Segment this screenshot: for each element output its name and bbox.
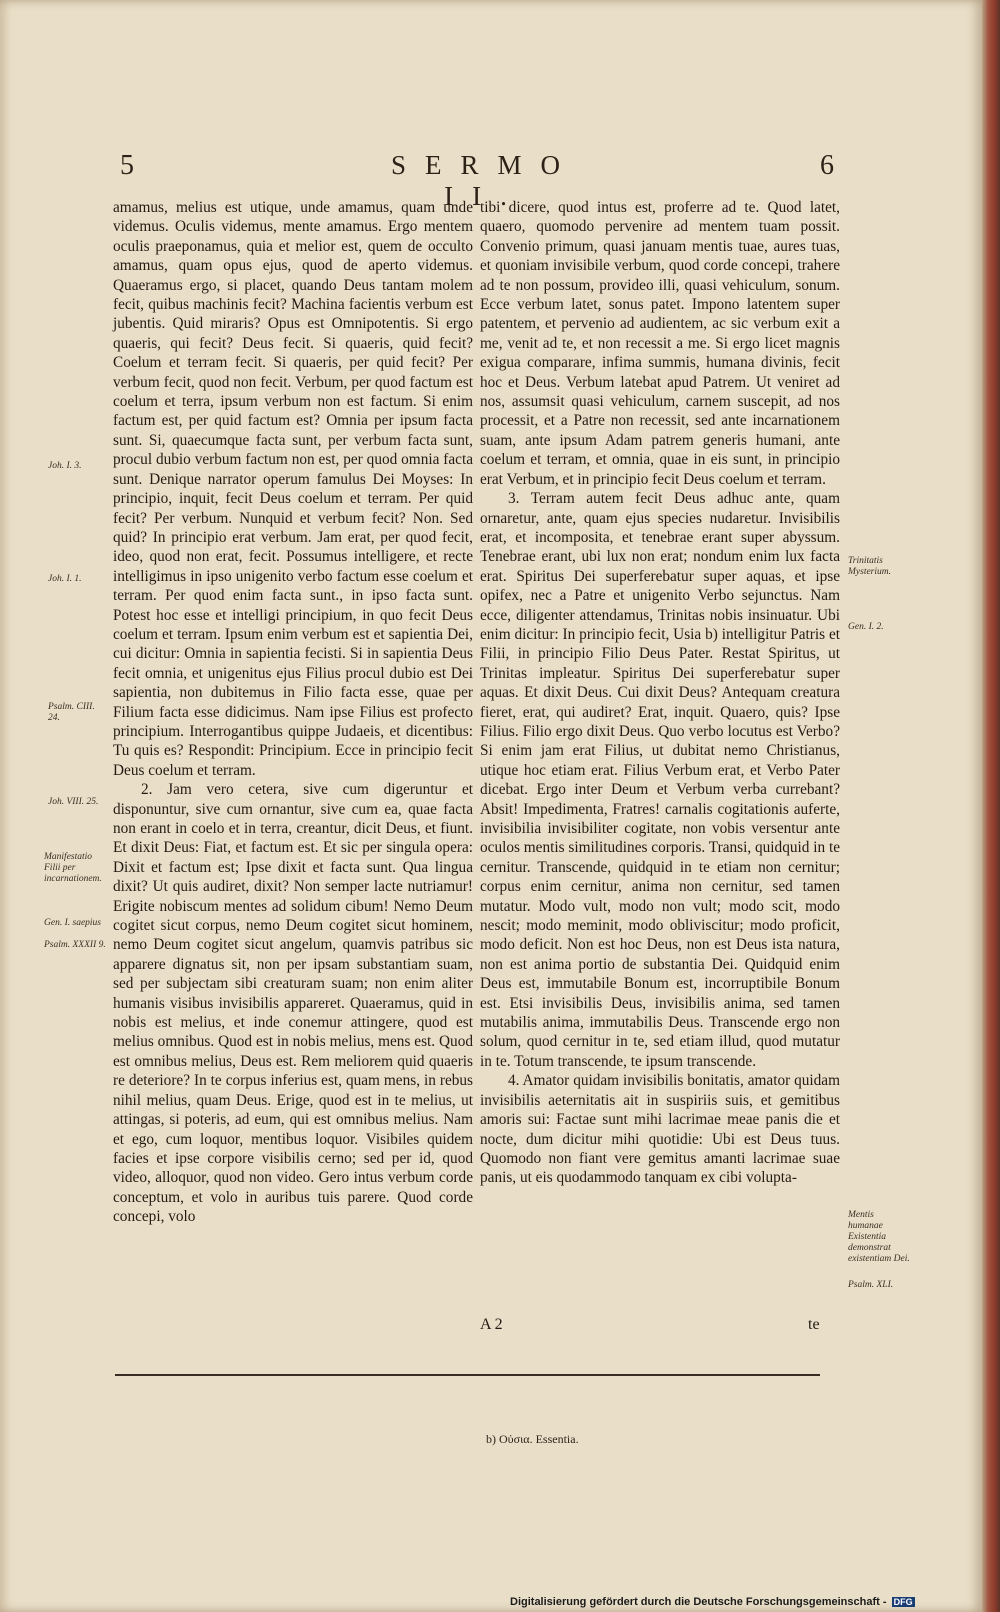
margin-note: Trinitatis Mysterium.: [848, 556, 892, 577]
catchword: te: [808, 1316, 820, 1333]
page-header: [0, 150, 982, 211]
digitization-credit: [510, 1596, 915, 1608]
footnote: b) Οὐσια. Essentia.: [486, 1432, 579, 1446]
margin-note: Psalm. XLI.: [848, 1280, 894, 1290]
right-column: [480, 198, 840, 1188]
paragraph: 2. Jam vero cetera, sive cum digeruntur et disponuntur, sive cum ornantur, sive cum ea, quae facta non erant in coelo et in terra, creantur, dicit Deus, et fiunt. Et dixit Deus: Fiat, et factum est. Et sic per singula opera: Dixit et factum est; Ipse dixit et facta sunt. Qua lingua dixit? Ut quis audiret, dixit? Non semper lacte nutriamur! Erigite nobiscum mentes ad solidum cibum! Nemo Deum cogitet sicut corpus, nemo Deum cogitet sicut hominem, nemo Deum cogitet sicut angelum, quamvis patribus sic apparere dignatus sit, non per ipsam substantiam suam, sed per subjectam sibi creaturam suam; non enim aliter humanis visibus invisibilis appareret. Quaeramus, quid in nobis est melius, et inde conemur attingere, quod est melius omnibus. Quod est in nobis melius, mens est. Quod est omnibus melius, Deus est. Rem meliorem quid quaeris re deteriore? In te corpus inferius est, quam mens, in rebus nihil melius, quam Deus. Erige, quod est in te melius, ut attingas, si poteris, ad eum, qui est omnibus melius. Nam et ego, cum loquor, mentibus loquor. Visibiles quidem facies et ipse corpore visibilis cerno; sed per id, quod video, alloquor, quod non video. Gero intus verbum corde conceptum, et volo in auribus tuis parere. Quod corde concepi, volo: [113, 781, 473, 1226]
left-column: [113, 198, 473, 1227]
page-number-left: 5: [120, 150, 134, 181]
margin-note: Psalm. CIII. 24.: [48, 702, 95, 723]
margin-note: Mentis humanae Existentia demonstrat existentiam Dei.: [848, 1210, 910, 1264]
paragraph: 3. Terram autem fecit Deus adhuc ante, quam ornaretur, ante, quam ejus species nudaretur. Invisibilis erat, et incomposita, et tenebrae erant super abyssum. Tenebrae erant, ubi lux non erat; nondum enim lux facta erat. Spiritus Dei superferebatur super aquas, et ipse opifex, nec a Patre et unigenito Verbo sejunctus. Nam ecce, diligenter attendamus, Trinitas nobis insinuatur. Ubi enim dicitur: In principio fecit, Usia b) intelligitur Patris et Filii, in principio Filio Deus Pater. Restat Spiritus, ut Trinitas impleatur. Spiritus Dei superferebatur super aquas. Et dixit Deus. Cui dixit Deus? Antequam creatura fieret, erat, qui audiret? Erat, inquit. Quaero, quis? Ipse Filius. Filio ergo dixit Deus. Quo verbo locutus est Verbo? Si enim jam erat Filius, ut dubitat nemo Christianus, utique hoc etiam erat. Filius Verbum erat, et Verbo Pater dicebat. Ergo inter Deum et Verbum verba currebant? Absit! Impedimenta, Fratres! carnalis cogitationis auferte, invisibilia invisibiliter cogitate, non vobis versentur ante oculos mentis similitudines corporis. Transi, quidquid in te cernitur. Transcende, quidquid in te etiam non cernitur; corpus enim cernitur, anima non cernitur, sed tamen mutatur. Modo vult, modo non vult; modo scit, modo nescit; modo meminit, modo obliviscitur; modo proficit, modo deficit. Non est hoc Deus, non est Deus ista natura, non est anima portio de substantia Dei. Quidquid enim Deus est, immutabile Bonum est, incorruptibile Bonum est. Etsi invisibilis Deus, invisibilis anima, sed tamen mutabilis anima, immutabilis Deus. Transcende ergo non solum, quod cernitur in te, sed etiam illud, quod mutatur in te. Totum transcende, te ipsum transcende.: [480, 490, 840, 1070]
page-edge: [982, 0, 1000, 1612]
paragraph: tibi dicere, quod intus est, proferre ad te. Quod latet, quaero, quomodo pervenire ad mentem tuam possit. Convenio primum, quasi januam mentis tuae, aures tuas, et quoniam invisibile verbum, quod corde concepi, trahere ad te non possum, provideo illi, quasi vehiculum, sonum. Ecce verbum latet, sonus patet. Impono latentem super patentem, et pervenio ad audientem, ac sic verbum exit a me, venit ad te, et non recessit a me. Si ergo licet magnis exigua comparare, infima summis, humana divinis, fecit hoc et Deus. Verbum latebat apud Patrem. Ut veniret ad nos, assumsit quasi vehiculum, carnem suscepit, ad nos processit, et a Patre non recessit, sed ante incarnationem suam, ante ipsum Adam patrem generis humani, ante coelum et terram, et omnia, quae in eis sunt, in principio erat Verbum, et in principio fecit Deus coelum et terram.: [480, 199, 840, 488]
margin-note: Psalm. XXXII 9.: [44, 940, 106, 950]
margin-note: Joh. I. 3.: [48, 461, 82, 471]
margin-note: Gen. I. 2.: [848, 622, 884, 632]
paragraph: 4. Amator quidam invisibilis bonitatis, amator quidam invisibilis aeternitatis ait in suspiriis suis, et gemitibus amoris sui: Factae sunt mihi lacrimae meae panis die et nocte, dum dicitur mihi quotidie: Ubi est Deus tuus. Quomodo non fiant vere gemitus amanti lacrimae suae panis, ut eis quodammodo tanquam ex cibi volupta-: [480, 1072, 840, 1187]
margin-note: Joh. I. 1.: [48, 574, 82, 584]
signature-line: [480, 1316, 840, 1334]
margin-note: Joh. VIII. 25.: [48, 797, 99, 807]
paragraph: amamus, melius est utique, unde amamus, quam unde videmus. Oculis videmus, mente amamus. Ergo mentem oculis praeponamus, quia et melior est, quem de occulto amamus, quam opus ejus, quod de aperto videmus. Quaeramus ergo, si placet, quando Deus tantam molem fecit, quibus machinis fecit? Machina facientis verbum est jubentis. Quid miraris? Opus est Omnipotentis. Si ergo quaeris, qui fecit? Deus fecit. Si quaeris, quid fecit? Coelum et terram fecit. Si quaeris, per quid fecit? Per verbum fecit, quod non fecit. Verbum, per quod factum est coelum et terra, ipsum verbum non est factum. Si enim factum est, per quid factum est? Omnia per ipsum facta sunt. Si, quaecumque facta sunt, per verbum facta sunt, procul dubio verbum factum non est, per quod omnia facta sunt. Denique narrator operum famulus Dei Moyses: In principio, inquit, fecit Deus coelum et terram. Per quid fecit? Per verbum. Nunquid et verbum fecit? Non. Sed quid? In principio erat verbum. Jam erat, per quod fecit, ideo, quod non erat, fecit. Possumus intelligere, et recte intelligimus in ipso unigenito verbo factum esse coelum et terram. Per quod enim facta sunt., in ipso facta sunt. Potest hoc esse et intelligi principium, in quo fecit Deus coelum et terram. Ipsum enim verbum est et sapientia Dei, cui dicitur: Omnia in sapientia fecisti. Si in sapientia Deus fecit omnia, et unigenitus ejus Filius procul dubio est Dei sapientia, non dubitemus in Filio facta esse, quae per Filium facta esse didicimus. Nam ipse Filius est profecto principium. Interrogantibus quippe Judaeis, et dicentibus: Tu quis es? Respondit: Principium. Ecce in principio fecit Deus coelum et terram.: [113, 199, 473, 779]
margin-note: Gen. I. saepius: [44, 918, 101, 928]
credit-text: Digitalisierung gefördert durch die Deutsche Forschungsgemeinschaft -: [510, 1596, 887, 1608]
margin-note: Manifestatio Filii per incarnationem.: [44, 852, 102, 884]
signature-mark: A 2: [480, 1316, 503, 1333]
running-title: SERMO II.: [390, 150, 580, 211]
dfg-logo: DFG: [893, 1597, 913, 1607]
page-number-right: 6: [820, 150, 834, 181]
footnote-rule: [115, 1374, 820, 1376]
